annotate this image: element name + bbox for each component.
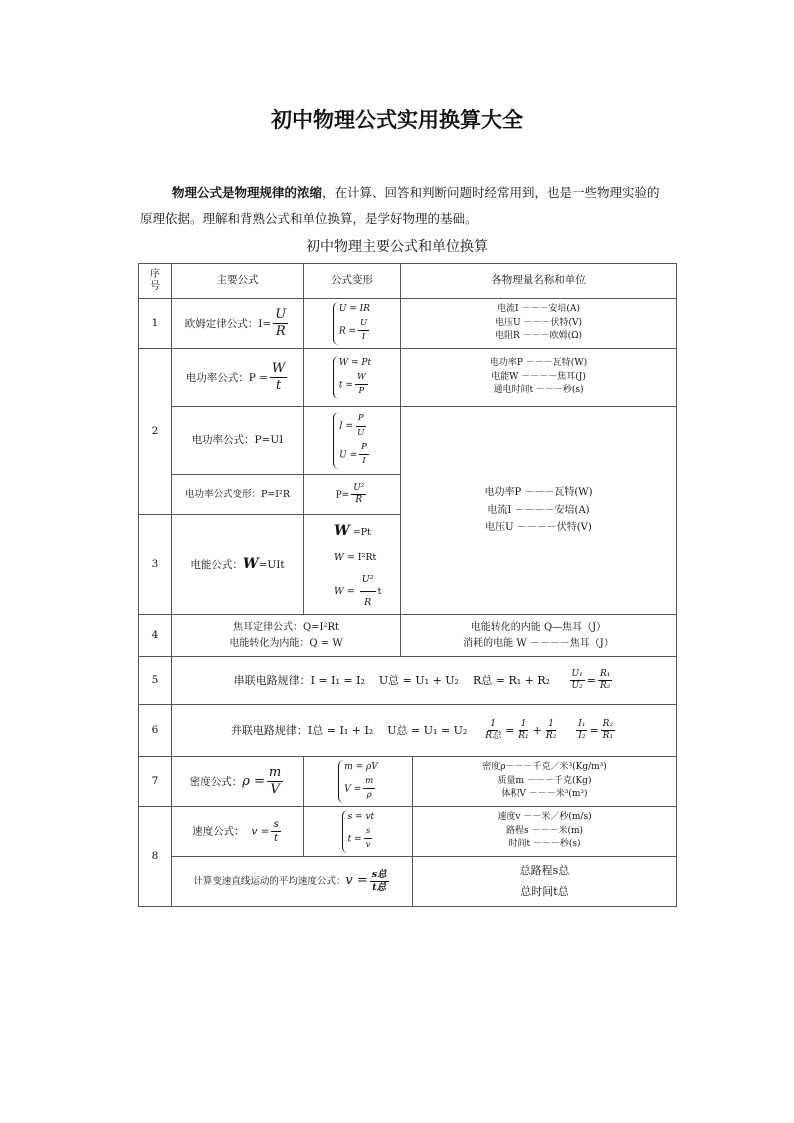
formula-rest: =UIt	[258, 558, 285, 571]
unit-line: 电压U －－－－伏特(V)	[485, 522, 592, 534]
fraction-den: v	[365, 840, 371, 851]
fraction	[267, 765, 283, 799]
unit-line: 电功率P －－－瓦特(W)	[484, 487, 593, 499]
fraction	[364, 825, 373, 853]
variant-group	[338, 760, 378, 803]
formula-label: 电能公式：	[190, 558, 243, 571]
formula-part: U总 = U₁ + U₂	[378, 673, 459, 687]
fraction-den: I	[361, 332, 366, 343]
variant-line: m = ρV	[344, 762, 378, 773]
fraction-den: R	[364, 597, 372, 609]
fraction	[355, 371, 368, 399]
unit-line: 总时间t总	[520, 884, 569, 898]
variant-prefix: t =	[338, 380, 353, 391]
variant-group	[333, 302, 371, 345]
fraction-num: s	[364, 825, 372, 840]
ohm-law-units	[401, 299, 677, 349]
avg-speed-units	[413, 857, 677, 907]
variant-line: W = Pt	[338, 358, 372, 369]
fraction-num: U	[358, 317, 369, 332]
unit-line: 时间t －－－秒(s)	[508, 839, 581, 850]
row-seq: 2	[139, 349, 172, 515]
row-seq: 4	[139, 615, 172, 657]
unit-line: 密度ρ－－－千克／米³(Kg/m³)	[482, 761, 607, 772]
fraction-num: W	[270, 361, 287, 378]
fraction-num: W	[355, 371, 368, 386]
unit-line: 总路程s总	[519, 863, 570, 877]
fraction	[270, 361, 287, 395]
formula-label: 欧姆定律公式：I=	[184, 317, 272, 330]
formula-label: 电功率公式：P =	[185, 371, 268, 384]
fraction	[516, 719, 530, 743]
fraction	[576, 719, 587, 743]
table-row	[139, 705, 677, 757]
fraction	[370, 869, 389, 894]
power-ui-variants	[304, 407, 401, 475]
energy-formula	[172, 515, 304, 615]
fraction-num: m	[267, 765, 283, 782]
formula-part: R总 = R₁ + R₂	[472, 673, 551, 687]
fraction-den: V	[270, 782, 280, 797]
variant-group	[342, 810, 375, 853]
density-units	[413, 757, 677, 807]
table-row	[139, 857, 677, 907]
row-seq: 8	[139, 807, 172, 907]
fraction-num: 1	[488, 719, 498, 731]
fraction-num: U₁	[570, 669, 585, 681]
row-seq: 6	[139, 705, 172, 757]
formula-label: 并联电路规律：I总 = I₁ + I₂	[230, 723, 374, 737]
fraction-den: t	[275, 378, 282, 393]
variant-line	[344, 775, 378, 803]
fraction-num: R₁	[598, 669, 612, 681]
power-ui-formula: 电功率公式：P=UI	[172, 407, 304, 475]
fraction-den: I₂	[578, 731, 586, 741]
fraction	[483, 719, 503, 743]
table-row	[139, 615, 677, 657]
unit-line: 消耗的电能 W －－－－焦耳（J）	[463, 637, 614, 649]
fraction-den: t总	[372, 882, 387, 893]
header-formula: 主要公式	[172, 264, 304, 299]
table-title: 初中物理主要公式和单位换算	[306, 239, 488, 255]
fraction-num: 1	[519, 719, 529, 731]
variant-prefix: R =	[338, 326, 356, 337]
variant-prefix: I =	[339, 421, 354, 432]
unit-line: 路程s －－－米(m)	[505, 825, 584, 836]
row-seq: 3	[139, 515, 172, 615]
avg-speed-formula	[172, 857, 413, 907]
formula-line: 焦耳定律公式：Q=I²Rt	[232, 622, 340, 633]
table-row	[139, 299, 677, 349]
row-seq: 1	[139, 299, 172, 349]
fraction	[360, 569, 376, 614]
fraction	[271, 818, 280, 845]
variant-rest: =Pt	[352, 527, 371, 539]
unit-line: 通电时间t －－－秒(s)	[493, 385, 584, 396]
fraction-num: P	[359, 441, 369, 456]
row-seq: 7	[139, 757, 172, 807]
unit-line: 电流I －－－安培(A)	[497, 303, 580, 314]
intro-bold: 物理公式是物理规律的浓缩	[172, 185, 323, 200]
formula-label: 速度公式：	[192, 825, 245, 838]
ohm-law-formula	[172, 299, 304, 349]
variant-symbol: W	[334, 586, 344, 598]
variant-line	[339, 317, 371, 345]
formula-part: U总 = U₁ = U₂	[387, 723, 468, 737]
fraction-num: R₂	[601, 719, 615, 731]
fraction-num: U	[273, 307, 288, 324]
fraction	[355, 412, 366, 440]
variant-prefix: U =	[339, 450, 358, 461]
formula-line: 电能转化为内能：Q = W	[229, 637, 343, 649]
table-row	[139, 349, 677, 407]
fraction-den: U₂	[571, 681, 583, 691]
fraction	[273, 307, 288, 341]
fraction-num: U²	[351, 483, 366, 495]
variant-line	[334, 515, 398, 547]
fraction-den: P	[358, 386, 365, 397]
variant-line: s = vt	[347, 812, 375, 823]
table-row	[139, 757, 677, 807]
joule-law-units	[401, 615, 677, 657]
fraction	[363, 775, 375, 803]
power-i2r-variant	[304, 475, 401, 515]
fraction-num: s总	[371, 869, 387, 881]
fraction-num: s	[271, 818, 280, 832]
fraction-den: I	[362, 456, 366, 467]
variant-line	[339, 412, 371, 440]
power-variants	[304, 349, 401, 407]
fraction-den: t	[274, 832, 279, 844]
intro-paragraph	[140, 180, 670, 232]
variant-group	[333, 356, 371, 399]
fraction-num: 1	[546, 719, 556, 731]
table-row	[139, 657, 677, 705]
variant-line	[334, 547, 398, 569]
ohm-law-variants	[304, 299, 401, 349]
variant-line	[348, 825, 375, 853]
page-title: 初中物理公式实用换算大全	[271, 108, 523, 132]
variant-line	[339, 441, 371, 469]
formula-label: 计算变速直线运动的平均速度公式：	[193, 876, 346, 887]
power-units	[401, 349, 677, 407]
power-formula	[172, 349, 304, 407]
header-seq: 序号	[139, 264, 172, 299]
formula-symbol: W	[242, 555, 259, 572]
variant-line	[339, 371, 371, 399]
joule-law-formulas	[172, 615, 401, 657]
fraction-den: U	[357, 427, 365, 438]
variant-symbol: W	[334, 523, 350, 540]
density-variants	[304, 757, 413, 807]
variant-prefix: P=	[335, 490, 350, 500]
speed-units	[413, 807, 677, 857]
row-seq: 5	[139, 657, 172, 705]
fraction-num: P	[356, 412, 366, 427]
fraction	[570, 669, 585, 693]
intro-text: ，在计算、回答和判断问题时经常用到，也是一些物理实验的原理依据。理解和背熟公式和单位换算，是学好物理的基础。	[140, 185, 660, 226]
fraction	[601, 719, 615, 743]
fraction	[598, 669, 612, 693]
fraction-den: R₁	[602, 731, 614, 741]
variant-symbol: W	[334, 552, 344, 564]
fraction-den: R₂	[599, 681, 611, 691]
unit-line: 电能W －－－－焦耳(J)	[491, 371, 586, 382]
variant-line: W = $\frac{\text{U²}}{R}$ t	[334, 569, 398, 614]
power-i2r-formula: 电功率公式变形：P=I²R	[172, 475, 304, 515]
fraction	[351, 483, 366, 507]
variant-prefix: t =	[347, 834, 362, 845]
header-units: 各物理量名称和单位	[401, 264, 677, 299]
fraction-den: R	[275, 324, 286, 339]
unit-line: 速度v －－米／秒(m/s)	[497, 811, 592, 822]
series-circuit-rules: 串联电路规律：I = I₁ = I₂ U总 = U₁ + U₂ R总 = R₁ + R₂ $\frac{\text{U₁}}{\text{U₂}}$ = $\frac{\text{R₁}}{\text{R₂}}$	[172, 657, 677, 705]
formula-label: 串联电路规律：I = I₁ = I₂	[233, 673, 365, 687]
fraction-den: ρ	[366, 790, 372, 801]
speed-variants	[304, 807, 413, 857]
formula-label: 密度公式：	[189, 775, 243, 788]
table-row	[139, 407, 677, 475]
variant-prefix: V =	[344, 784, 362, 795]
density-formula	[172, 757, 304, 807]
fraction-num: m	[363, 775, 375, 790]
fraction-den: R₁	[518, 731, 529, 741]
energy-variants	[304, 515, 401, 615]
unit-line: 电功率P －－－瓦特(W)	[489, 357, 588, 368]
speed-formula	[172, 807, 304, 857]
unit-line: 电压U －－－伏特(V)	[495, 317, 582, 328]
power-energy-units	[401, 407, 677, 615]
variant-rest: = I²Rt	[346, 552, 377, 564]
formula-lhs: v =	[345, 873, 368, 888]
unit-line: 电能转化的内能 Q—焦耳（J）	[470, 622, 607, 633]
table-row	[139, 807, 677, 857]
parallel-circuit-rules: 并联电路规律：I总 = I₁ + I₂ U总 = U₁ = U₂ $\frac{1}{\text{R总}}$ = $\frac{1}{\text{R₁}}$ + $\frac{1}{\text{R₂}}$ $\frac{\text{I₁}}{\text{I₂}}$ = $\frac{\text{R₂}}{\text{R₁}}$	[172, 705, 677, 757]
fraction	[359, 441, 369, 469]
formula-lhs: v =	[251, 825, 270, 838]
variant-rest: t	[377, 586, 382, 598]
unit-line: 体积V －－－米³(m³)	[501, 789, 588, 800]
fraction-num: U²	[360, 569, 376, 592]
header-variant: 公式变形	[304, 264, 401, 299]
formula-lhs: ρ =	[242, 773, 265, 789]
unit-line: 电流I －－－－安培(A)	[487, 504, 590, 516]
fraction-den: R₂	[545, 731, 557, 741]
table-header-row	[139, 264, 677, 299]
fraction-den: R	[355, 495, 363, 505]
fraction	[358, 317, 369, 345]
formula-table	[138, 263, 677, 907]
fraction-den: R总	[485, 731, 502, 741]
fraction-num: I₁	[576, 719, 587, 731]
variant-line: U = IR	[338, 304, 370, 315]
variant-group	[333, 412, 371, 468]
fraction	[544, 719, 558, 743]
unit-line: 质量m －－－千克(Kg)	[497, 775, 592, 786]
unit-line: 电阻R －－－欧姆(Ω)	[494, 331, 583, 342]
